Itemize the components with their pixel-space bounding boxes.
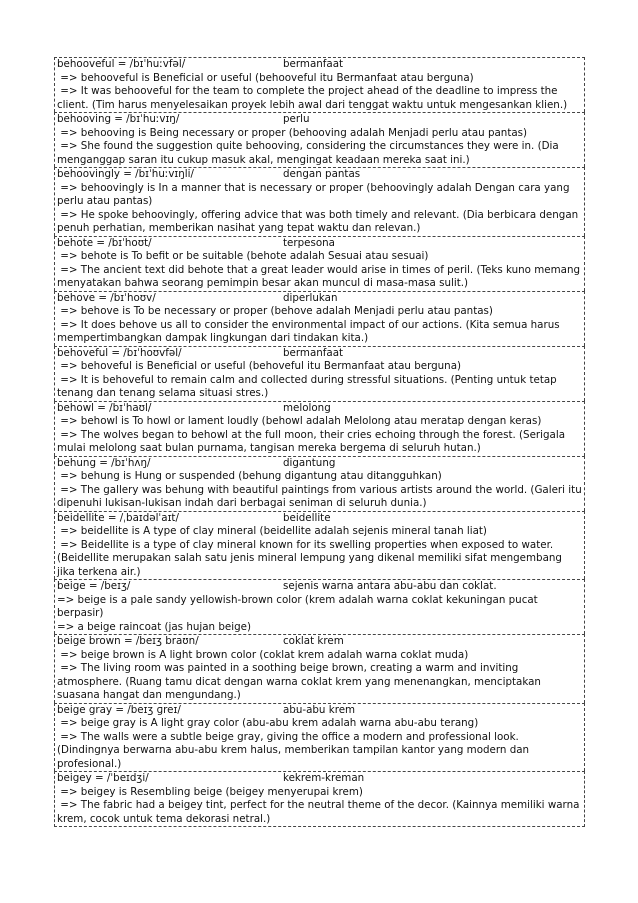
example-sentence: => It does behove us all to consider the environmental impact of our actions. (Kita semua harus mempertimbangkan dampak lingkungan dari tindakan kita.) [57, 318, 563, 344]
example-sentence: => a beige raincoat (jas hujan beige) [57, 620, 251, 633]
example-sentence: => It was behooveful for the team to complete the project ahead of the deadline to impress the client. (Tim harus menyelesaikan proyek lebih awal dari tenggat waktu untuk mengesankan klien.) [57, 85, 568, 111]
definition: => behooving is Being necessary or proper (behooving adalah Menjadi perlu atau pantas) [57, 126, 528, 139]
definition: => behoovingly is In a manner that is necessary or proper (behoovingly adalah Dengan cara yang perlu atau pantas) [57, 181, 573, 207]
example-sentence: => It is behoveful to remain calm and collected during stressful situations. (Penting untuk tetap tenang dan tenang selama situasi stres.) [57, 373, 560, 399]
translation: dengan pantas [283, 168, 361, 180]
translation: melolong [283, 401, 331, 414]
glossary-page [54, 57, 585, 827]
glossary-entry [54, 112, 585, 167]
glossary-entry [54, 634, 585, 703]
example-sentence: => The fabric had a beigey tint, perfect for the neutral theme of the decor. (Kainnya memiliki warna krem, cocok untuk tema dekorasi netral.) [57, 799, 583, 825]
example-sentence: => She found the suggestion quite behooving, considering the circumstances they were in. (Dia menganggap saran itu cukup masuk akal, mengingat keadaan mereka saat ini.) [57, 140, 562, 166]
definition: => behowl is To howl or lament loudly (behowl adalah Melolong atau meratap dengan keras) [57, 415, 542, 427]
entry-header [57, 772, 583, 786]
translation: digantung [283, 456, 336, 469]
headword: behowl = /bɪˈhaʊl/ [57, 401, 152, 414]
translation: diperlukan [283, 291, 338, 304]
example-sentence: => The gallery was behung with beautiful paintings from various artists around the world. (Galeri itu dipenuhi lukisan-lukisan indah dari berbagai seniman di seluruh dunia.) [57, 483, 586, 509]
entry-header [57, 237, 583, 251]
definition: => beige is a pale sandy yellowish-brown color (krem adalah warna coklat kekuningan pucat berpasir) [57, 593, 541, 619]
headword: beigey = /ˈbeɪdʒi/ [57, 772, 149, 784]
definition: => beige brown is A light brown color (coklat krem adalah warna coklat muda) [57, 648, 469, 661]
definition: => behove is To be necessary or proper (behove adalah Menjadi perlu atau pantas) [57, 305, 493, 317]
headword: behooveful = /bɪˈhuːvfəl/ [57, 58, 186, 70]
entry-header [57, 58, 583, 72]
glossary-entry [54, 401, 585, 456]
definition: => behung is Hung or suspended (behung digantung atau ditangguhkan) [57, 470, 442, 482]
definition: => behooveful is Beneficial or useful (behooveful itu Bermanfaat atau berguna) [57, 71, 474, 84]
translation: kekrem-kreman [283, 772, 365, 784]
translation: perlu [283, 113, 310, 125]
entry-header [57, 113, 583, 127]
entry-header [57, 512, 583, 526]
example-sentence: => The living room was painted in a soothing beige brown, creating a warm and inviting atmosphere. (Ruang tamu dicat dengan warna coklat krem yang menenangkan, menciptakan suasana hangat dan mengundang.) [57, 662, 545, 701]
translation: abu-abu krem [283, 703, 356, 716]
translation: beidellite [283, 511, 331, 524]
glossary-entry [54, 167, 585, 236]
headword: beige gray = /beɪʒ ɡreɪ/ [57, 703, 181, 716]
definition: => beidellite is A type of clay mineral (beidellite adalah sejenis mineral tanah liat) [57, 525, 487, 537]
entry-header [57, 292, 583, 306]
glossary-entry [54, 57, 585, 112]
glossary-entry [54, 291, 585, 346]
glossary-entry [54, 511, 585, 580]
example-sentence: => The ancient text did behote that a great leader would arise in times of peril. (Teks kuno memang menyatakan bahwa seorang pemimpin besar akan muncul di masa-masa sulit.) [57, 263, 584, 289]
translation: sejenis warna antara abu-abu dan coklat. [283, 580, 497, 592]
headword: beidellite = /ˌbaɪdəlˈaɪt/ [57, 511, 179, 524]
entry-header [57, 347, 583, 361]
definition: => behote is To befit or be suitable (behote adalah Sesuai atau sesuai) [57, 250, 429, 262]
headword: beige = /beɪʒ/ [57, 580, 131, 592]
headword: beige brown = /beɪʒ braʊn/ [57, 635, 199, 647]
definition: => behoveful is Beneficial or useful (behoveful itu Bermanfaat atau berguna) [57, 360, 462, 372]
entry-header [57, 168, 583, 182]
glossary-entry [54, 703, 585, 772]
example-sentence: => He spoke behoovingly, offering advice that was both timely and relevant. (Dia berbicara dengan penuh perhatian, memberikan nasihat yang tepat waktu dan relevan.) [57, 208, 582, 234]
example-sentence: => Beidellite is a type of clay mineral known for its swelling properties when exposed to water. (Beidellite merupakan salah satu jenis mineral lempung yang dikenal memiliki sifat mengembang jika terkena air.) [57, 538, 566, 578]
glossary-entry [54, 236, 585, 291]
example-sentence: => The walls were a subtle beige gray, giving the office a modern and professional look. (Dindingnya berwarna abu-abu krem halus, memberikan tampilan kantor yang modern dan profesional.) [57, 730, 533, 770]
translation: bermanfaat [283, 58, 344, 70]
glossary-entry [54, 579, 585, 634]
translation: coklat krem [283, 635, 344, 647]
entry-header [57, 635, 583, 649]
headword: behooving = /bɪˈhuːvɪŋ/ [57, 113, 180, 125]
headword: behung = /bɪˈhʌŋ/ [57, 456, 151, 469]
headword: behote = /bɪˈhoʊt/ [57, 236, 152, 249]
translation: bermanfaat [283, 346, 344, 359]
definition: => beigey is Resembling beige (beigey menyerupai krem) [57, 785, 363, 798]
definition: => beige gray is A light gray color (abu-abu krem adalah warna abu-abu terang) [57, 717, 479, 729]
example-sentence: => The wolves began to behowl at the full moon, their cries echoing through the forest. (Serigala mulai melolong saat bulan purnama, tangisan mereka bergema di seluruh hutan.) [57, 428, 569, 454]
entry-header [57, 704, 583, 718]
glossary-entry [54, 346, 585, 401]
glossary-entry [54, 771, 585, 827]
entry-header [57, 580, 583, 594]
translation: terpesona [283, 236, 335, 249]
entry-header [57, 457, 583, 471]
headword: behoovingly = /bɪˈhuːvɪŋli/ [57, 168, 194, 180]
headword: behove = /bɪˈhoʊv/ [57, 291, 156, 304]
headword: behoveful = /bɪˈhoʊvfəl/ [57, 346, 182, 359]
glossary-entry [54, 456, 585, 511]
entry-header [57, 402, 583, 416]
